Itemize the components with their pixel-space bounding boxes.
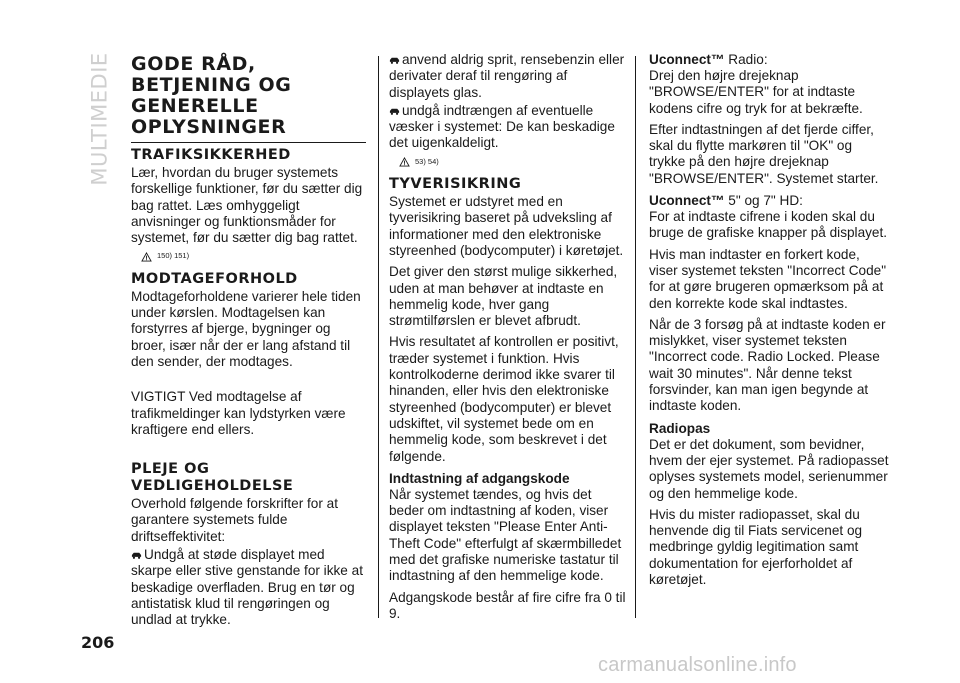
anti-theft-text-3: Hvis resultatet af kontrollen er positivt, træder systemet i funktion. Hvis kontrolkoderne derimod ikke svarer til hinanden, eller hvis den elektroniske styreenhed (bodycomputer) er blevet udskiftet, vil systemet bede om en hemmelig kode, som beskrevet i det følgende. — [389, 334, 619, 464]
column-2 — [389, 52, 627, 627]
traffic-safety-text: Lær, hvordan du bruger systemets forskellige funktioner, før du sætter dig bag rattet. Læs omhyggeligt anvisninger og funktionsmåder for systemet, før du sætter dig bag rattet. — [131, 165, 363, 246]
hd-text-3: Når de 3 forsøg på at indtaste koden er mislykket, viser systemet teksten "Incorrect code. Radio Locked. Please wait 30 minutes". Når denne tekst forsvinder, kan man igen begynde at indtaste koden. — [649, 316, 886, 414]
care-text: Overhold følgende forskrifter for at garantere systemets fulde driftseffektivitet: — [131, 496, 339, 544]
car-bullet-icon — [389, 53, 399, 62]
car-bullet-icon — [131, 548, 141, 557]
care-heading: PLEJE OG VEDLIGEHOLDELSE — [131, 461, 294, 495]
anti-theft-text-2: Det giver den størst mulige sikkerhed, uden at man behøver at indtaste en hemmelig kode, hver gang strømtilførslen er blevet afbrudt. — [389, 264, 618, 329]
side-section-label: MULTIMEDIE — [88, 52, 112, 186]
important-note: VIGTIGT Ved modtagelse af trafikmeldinger kan lydstyrken være kraftigere end ellers. — [131, 389, 346, 437]
page-title: GODE RÅD, BETJENING OG GENERELLE OPLYSNINGER — [131, 54, 366, 143]
code-entry-text-2: Adgangskode består af fire cifre fra 0 til 9. — [389, 589, 626, 621]
column-3 — [649, 52, 889, 593]
care-bullet: Undgå at støde displayet med skarpe eller stive genstande for ikke at beskadige overfladen. Brug en tør og antistatisk klud til rengøringen og undlad at trykke. — [131, 547, 363, 628]
car-bullet-icon — [389, 104, 399, 113]
radio-pass-text-2: Hvis du mister radiopasset, skal du henvende dig til Fiats servicenet og medbringe gyldig legitimation samt dokumentation for ejerforholdet af køretøjet. — [649, 506, 863, 588]
code-entry-text-1: Når systemet tændes, og hvis det beder om indtastning af koden, viser displayet teksten "Please Enter Anti-Theft Code" efterfulgt af skærmbilledet med det grafiske numeriske tastatur til indtastning af den hemmelige kode. — [389, 486, 622, 584]
hd-text-2: Hvis man indtaster en forkert kode, viser systemet teksten "Incorrect Code" for at gøre brugeren opmærksom på at den korrekte kode skal indtastes. — [649, 246, 887, 311]
hd-text-1: For at indtaste cifrene i koden skal du bruge de grafiske knapper på displayet. — [649, 209, 888, 241]
column-divider-2 — [635, 56, 636, 618]
reception-text: Modtageforholdene varierer hele tiden under kørslen. Modtagelsen kan forstyrres af bjerge, bygninger og broer, især når der er lang afstand til den sender, der modtages. — [131, 288, 361, 369]
warning-triangle-icon — [141, 252, 152, 262]
warning-triangle-icon — [399, 157, 410, 167]
anti-theft-text-1: Systemet er udstyret med en tyverisikring baseret på udveksling af informationer med den elektroniske styreenhed (bodycomputer) i køretøjet. — [389, 194, 624, 258]
radio-pass-text-1: Det er det dokument, som bevidner, hvem der ejer systemet. På radiopasset oplyses systemets model, serienummer og den hemmelige kode. — [649, 436, 889, 501]
watermark: carmanualsonline.info — [598, 654, 797, 676]
care-bullet-2: anvend aldrig sprit, rensebenzin eller derivater deraf til rengøring af displayets glas. — [389, 52, 625, 100]
warning-refs: 150) 151) — [141, 248, 366, 264]
warning-refs-2: 53) 54) — [399, 154, 627, 170]
reception-heading: MODTAGEFORHOLD — [131, 270, 298, 287]
page-number: 206 — [81, 633, 115, 652]
code-entry-heading: Indtastning af adgangskode — [389, 470, 570, 486]
radio-text-2: Efter indtastningen af det fjerde ciffer, skal du flytte markøren til "OK" og trykke på den højre drejeknap "BROWSE/ENTER". Systemet starter. — [649, 121, 879, 186]
column-divider-1 — [378, 56, 379, 618]
uconnect-hd-heading: Uconnect™ 5" og 7" HD: — [649, 193, 803, 209]
column-1 — [131, 54, 366, 634]
anti-theft-heading: TYVERISIKRING — [389, 176, 522, 193]
care-bullet-3: undgå indtrængen af eventuelle væsker i systemet: De kan beskadige det uigenkaldeligt. — [389, 102, 615, 151]
uconnect-radio-heading: Uconnect™ Radio: — [649, 52, 768, 67]
traffic-safety-heading: TRAFIKSIKKERHED — [131, 147, 291, 163]
radio-pass-heading: Radiopas — [649, 420, 711, 436]
radio-text-1: Drej den højre drejeknap "BROWSE/ENTER" for at indtaste kodens cifre og tryk for at bekræfte. — [649, 68, 863, 116]
